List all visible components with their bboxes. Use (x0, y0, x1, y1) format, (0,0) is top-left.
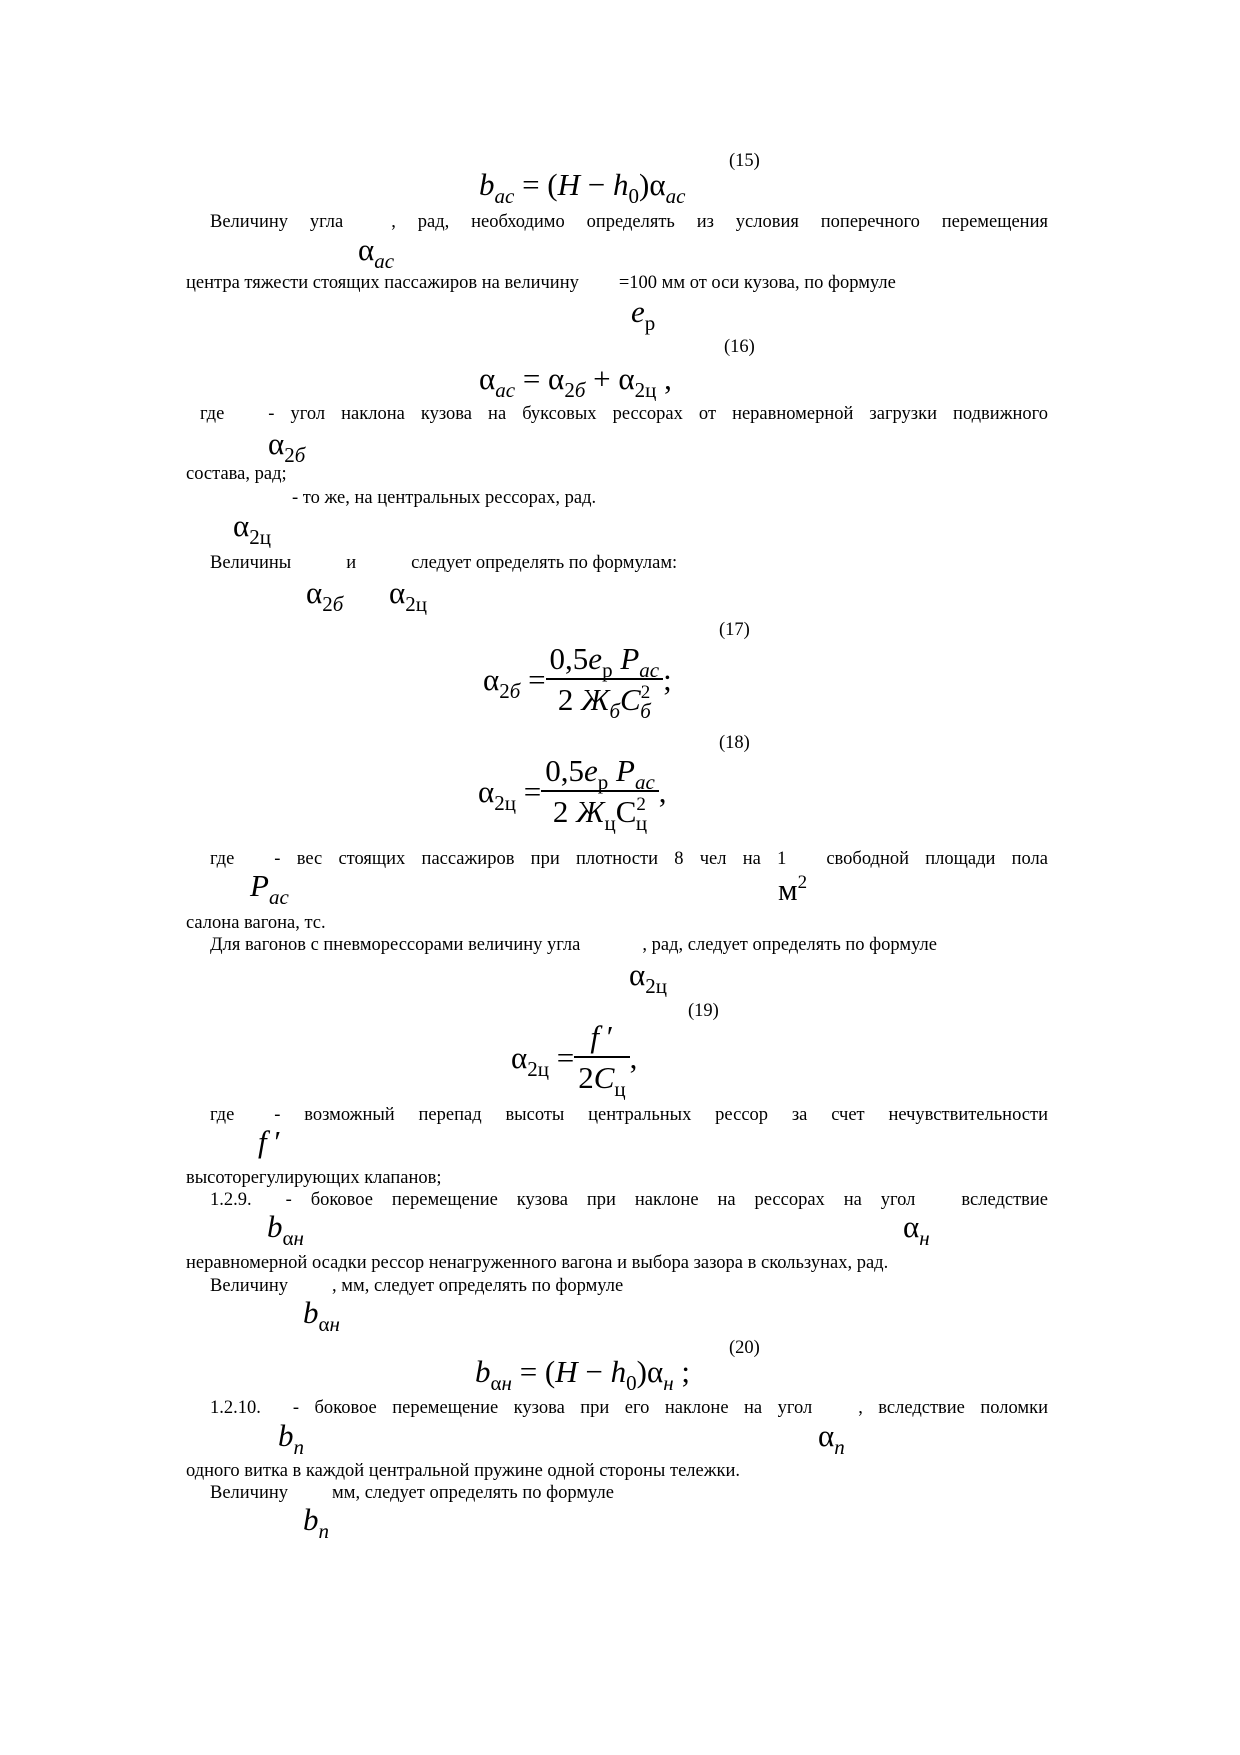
text-line: Величину мм, следует определять по формуле (210, 1483, 614, 1503)
text-line: неравномерной осадки рессор ненагруженного вагона и выбора зазора в скользунах, рад. (186, 1253, 889, 1273)
text-line: салона вагона, тс. (186, 913, 326, 933)
text-line: - то же, на центральных рессорах, рад. (292, 488, 597, 508)
symbol-P-ac: $P_{ас}$ (250, 868, 289, 909)
symbol-e-p: $e_р$ (631, 294, 656, 335)
text-line: Величину угла , рад, необходимо определять из условия поперечного перемещения (210, 212, 1048, 232)
symbol-b-n: $b_п$ (303, 1502, 329, 1543)
formula-18: $\alpha_{2ц}$ = $\frac{0,5e_р P_{ас}}{2 Ж_цС^2_ц}$ , (478, 753, 667, 835)
symbol-alpha-ac: $\alpha_{ас}$ (358, 232, 395, 273)
symbol-alpha-2c: $\alpha_{2ц}$ (233, 508, 271, 549)
equation-number-19: (19) (688, 1001, 719, 1021)
text-line: где - возможный перепад высоты центральных рессор за счет нечувствительности (210, 1105, 1048, 1125)
symbol-alpha-n: $\alpha_н$ (903, 1209, 930, 1250)
text-line: высоторегулирующих клапанов; (186, 1168, 442, 1188)
text-line: одного витка в каждой центральной пружине одной стороны тележки. (186, 1461, 741, 1481)
formula-16: $\alpha_{ас} = \alpha_{2б} + \alpha_{2ц}$ , (479, 361, 672, 402)
symbol-b-alpha-n: $b_{\alpha н}$ (303, 1295, 340, 1336)
formula-19: $\alpha_{2ц}$ = $\frac{f '}{2C_ц}$ , (511, 1019, 638, 1101)
text-line: 1.2.10. - боковое перемещение кузова при его наклоне на угол , вследствие поломки (210, 1398, 1048, 1418)
formula-17: $\alpha_{2б}$ = $\frac{0,5e_р P_{ас}}{2 Ж_бC^2_б}$ ; (483, 641, 672, 723)
text-line: центра тяжести стоящих пассажиров на величину =100 мм от оси кузова, по формуле (186, 273, 896, 293)
equation-number-20: (20) (729, 1338, 760, 1358)
symbol-alpha-2b: $\alpha_{2б}$ (268, 426, 306, 467)
formula-20: $b_{\alpha н} = (H - h_0)\alpha_н$ ; (475, 1354, 690, 1395)
text-line: Для вагонов с пневморессорами величину угла , рад, следует определять по формуле (210, 935, 937, 955)
symbol-alpha-2c: $\alpha_{2ц}$ (629, 957, 667, 998)
text-line: где - угол наклона кузова на буксовых рессорах от неравномерной загрузки подвижного (200, 404, 1048, 424)
symbol-b-alpha-n: $b_{\alpha н}$ (267, 1209, 304, 1250)
symbol-alpha-n-p: $\alpha_п$ (818, 1418, 845, 1459)
symbol-m-squared: $м^2$ (778, 872, 808, 907)
equation-number-15: (15) (729, 151, 760, 171)
text-line: 1.2.9. - боковое перемещение кузова при наклоне на рессорах на угол вследствие (210, 1190, 1048, 1210)
symbol-alpha-2b: $\alpha_{2б}$ (306, 575, 344, 616)
symbol-b-n: $b_п$ (278, 1418, 304, 1459)
text-line: Величину , мм, следует определять по формуле (210, 1276, 624, 1296)
equation-number-17: (17) (719, 620, 750, 640)
symbol-alpha-2c: $\alpha_{2ц}$ (389, 575, 427, 616)
text-line: состава, рад; (186, 464, 287, 484)
equation-number-18: (18) (719, 733, 750, 753)
symbol-f-prime: f ′ (258, 1124, 282, 1159)
formula-15: $b_{ас} = (H - h_0)\alpha_{ас}$ (479, 167, 686, 208)
equation-number-16: (16) (724, 337, 755, 357)
text-line: Величины и следует определять по формулам: (210, 553, 678, 573)
text-line: где - вес стоящих пассажиров при плотности 8 чел на 1 свободной площади пола (210, 849, 1048, 869)
